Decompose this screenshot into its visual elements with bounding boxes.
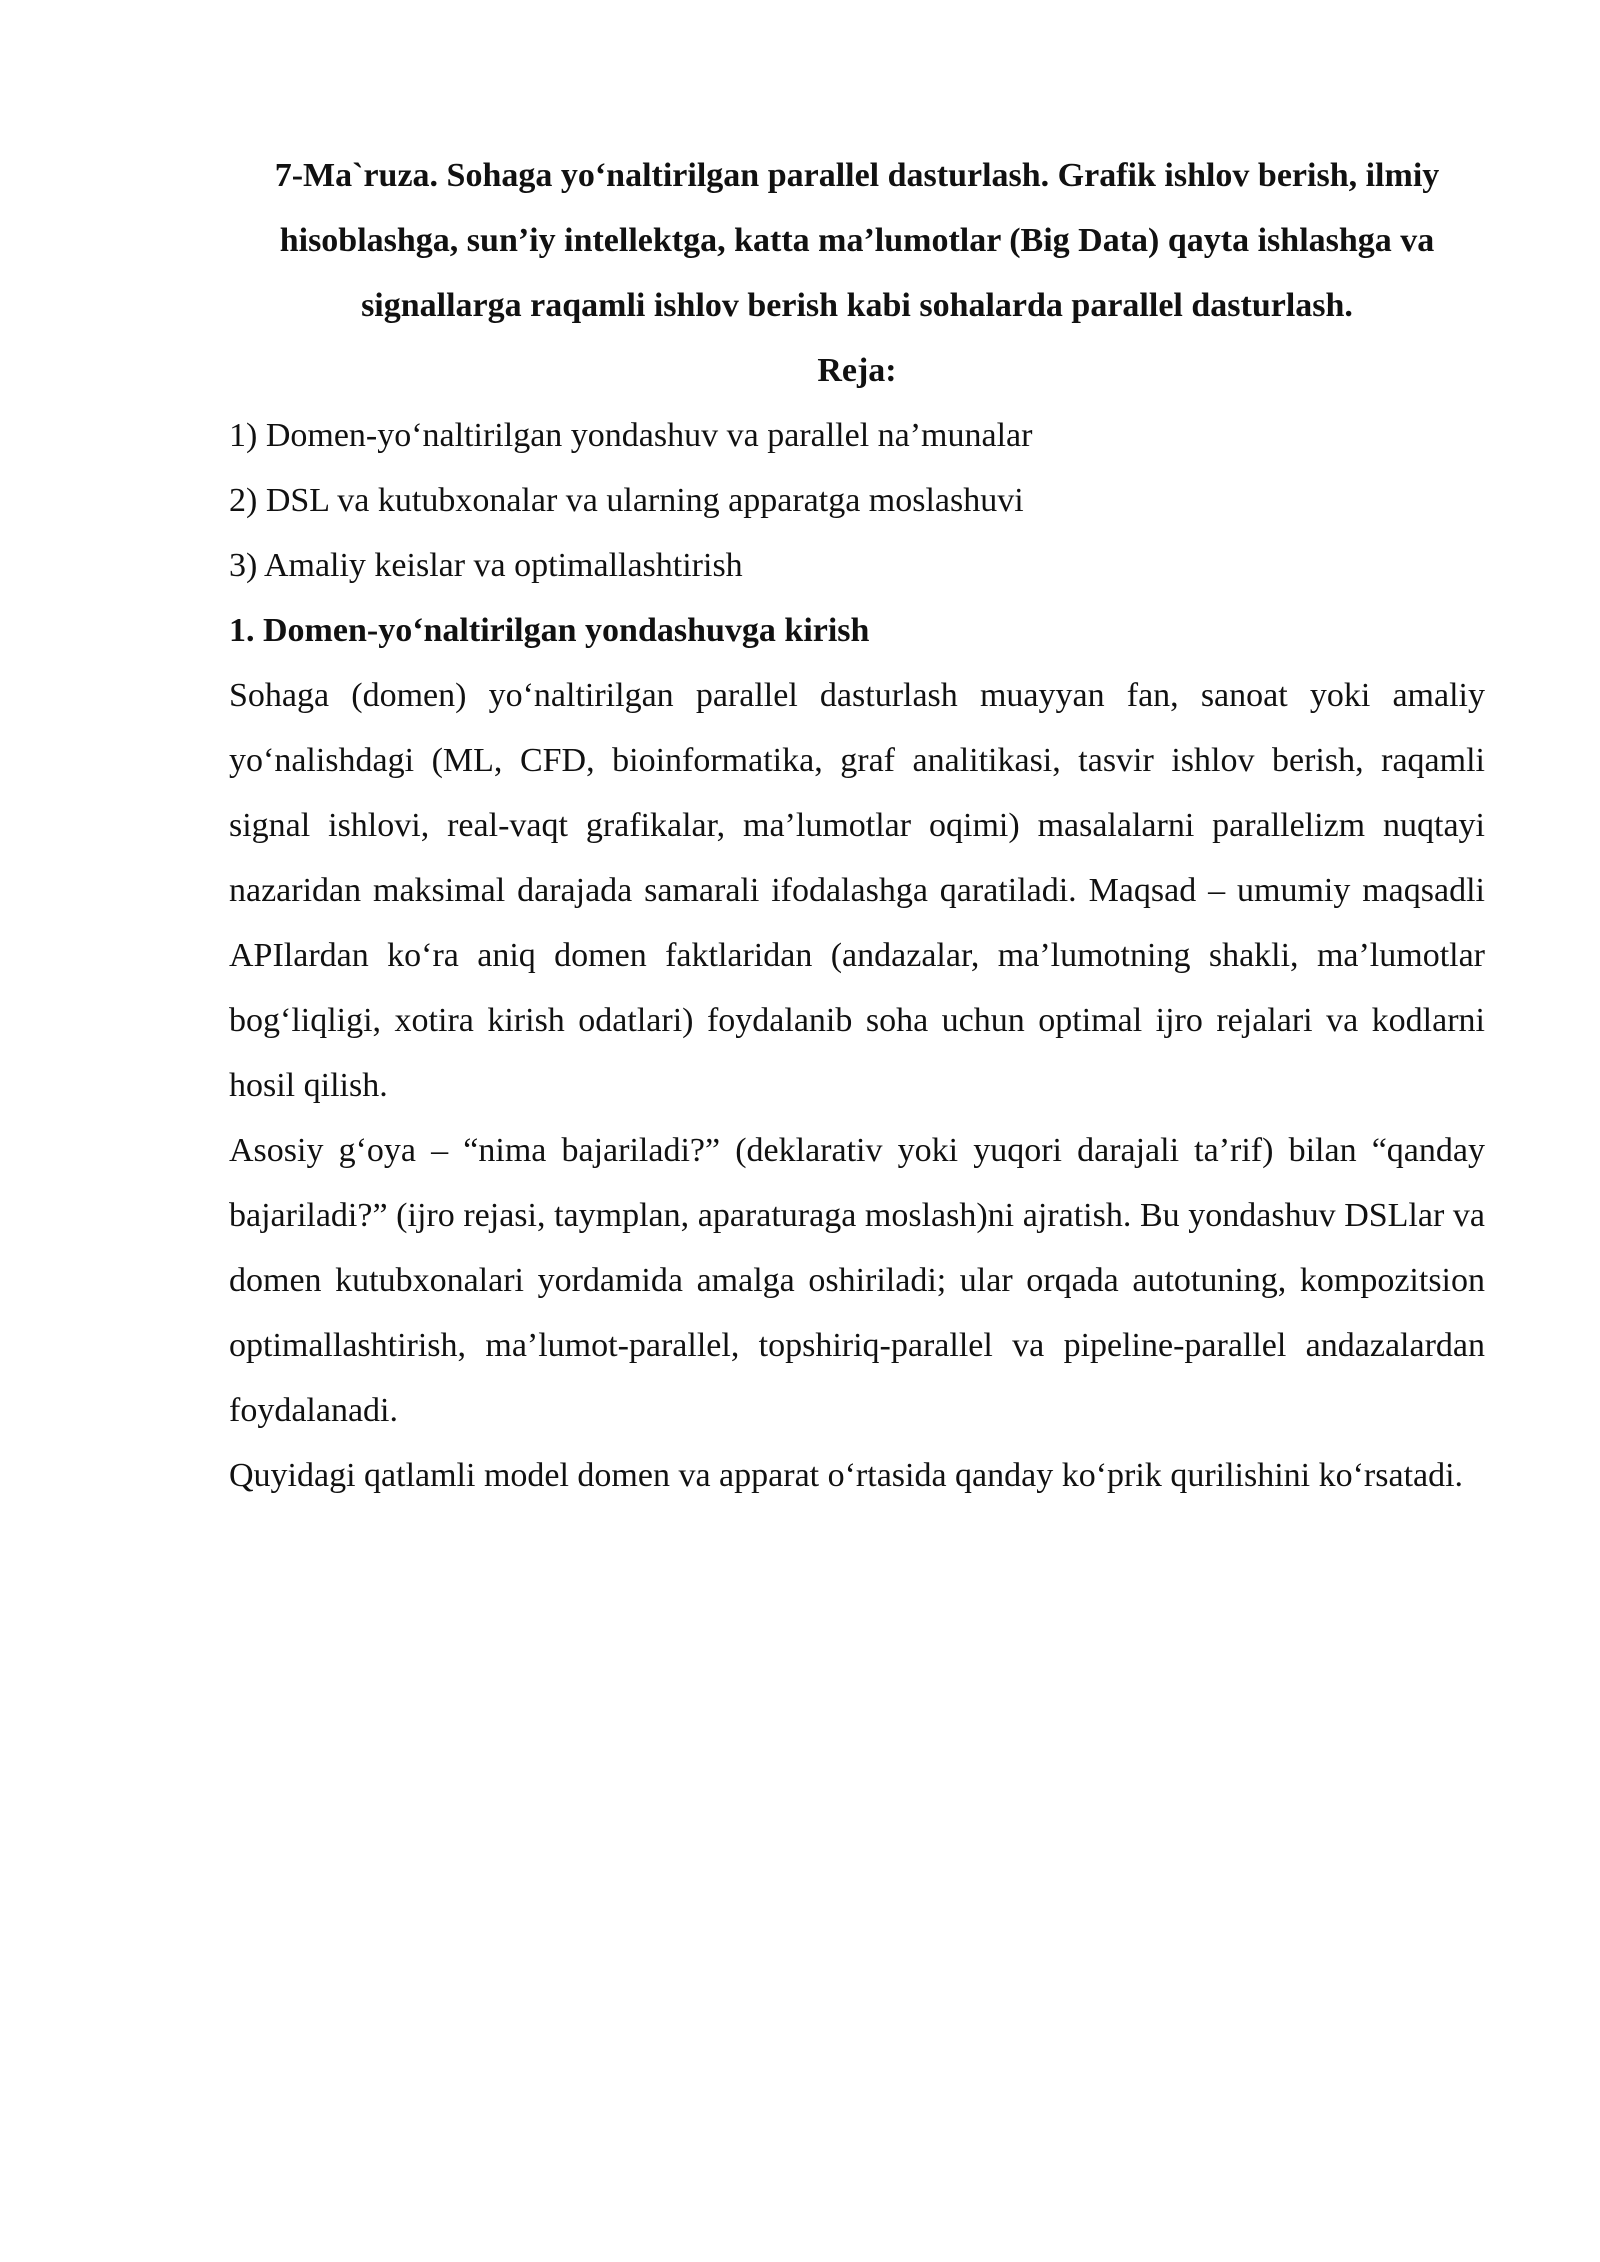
plan-list — [229, 403, 1485, 598]
plan-item: 1) Domen-yo‘naltirilgan yondashuv va parallel na’munalar — [229, 417, 1033, 454]
section-heading: 1. Domen-yo‘naltirilgan yondashuvga kirish — [229, 612, 870, 649]
plan-item: 3) Amaliy keislar va optimallashtirish — [229, 547, 743, 584]
plan-item: 2) DSL va kutubxonalar va ularning apparatga moslashuvi — [229, 482, 1024, 519]
paragraph: Quyidagi qatlamli model domen va apparat o‘rtasida qanday ko‘prik qurilishini ko‘rsatadi. — [229, 1457, 1464, 1494]
paragraph: Sohaga (domen) yo‘naltirilgan parallel dasturlash muayyan fan, sanoat yoki amaliy yo‘nalishdagi (ML, CFD, bioinformatika, graf analitikasi, tasvir ishlov berish, raqamli signal ishlovi, real-vaqt grafikalar, ma’lumotlar oqimi) masalalarni parallelizm nuqtayi nazaridan maksimal darajada samarali ifodalashga qaratiladi. Maqsad – umumiy maqsadli APIlardan ko‘ra aniq domen faktlaridan (andazalar, ma’lumotning shakli, ma’lumotlar bog‘liqligi, xotira kirish odatlari) foydalanib soha uchun optimal ijro rejalari va kodlarni hosil qilish. — [229, 677, 1485, 1104]
paragraph: Asosiy g‘oya – “nima bajariladi?” (deklarativ yoki yuqori darajali ta’rif) bilan “qanday bajariladi?” (ijro rejasi, taymplan, aparaturaga moslash)ni ajratish. Bu yondashuv DSLlar va domen kutubxonalari yordamida amalga oshiriladi; ular orqada autotuning, kompozitsion optimallashtirish, ma’lumot-parallel, topshiriq-parallel va pipeline-parallel andazalardan foydalanadi. — [229, 1132, 1485, 1429]
lecture-title: 7-Ma`ruza. Sohaga yo‘naltirilgan parallel dasturlash. Grafik ishlov berish, ilmiy hisoblashga, sun’iy intellektga, katta ma’lumotlar (Big Data) qayta ishlashga va signallarga raqamli ishlov berish kabi sohalarda parallel dasturlash. — [274, 157, 1440, 324]
plan-heading: Reja: — [817, 352, 897, 389]
document-body — [229, 143, 1485, 1508]
